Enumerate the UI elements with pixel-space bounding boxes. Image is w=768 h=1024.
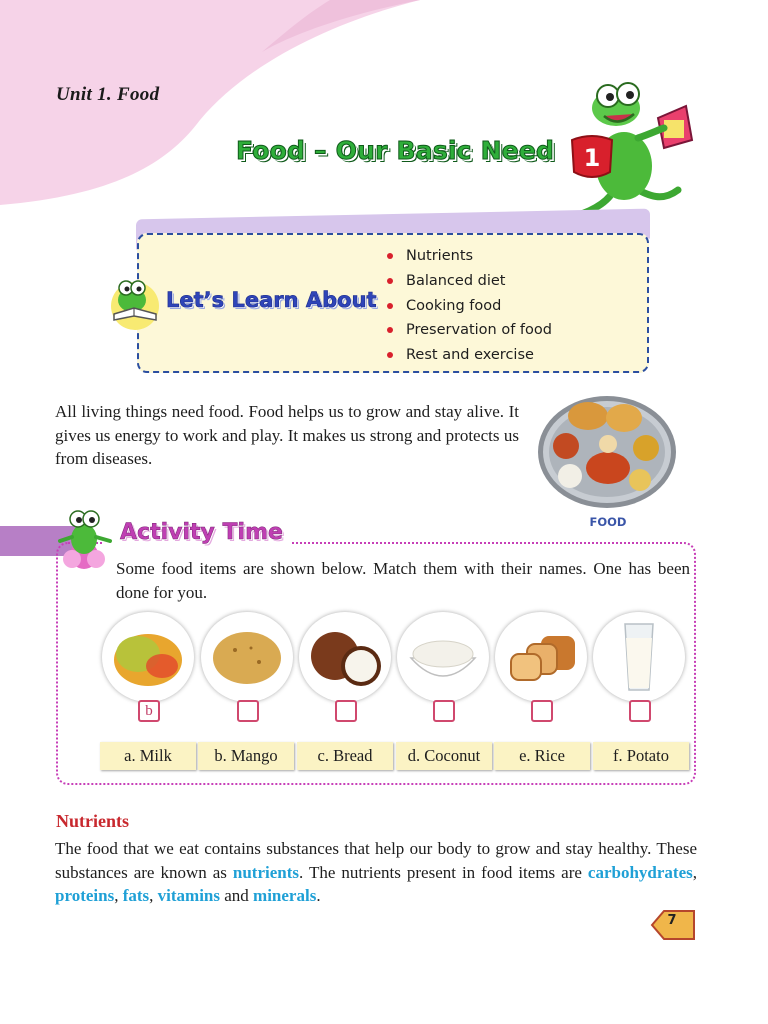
learn-about-title: Let’s Learn About xyxy=(166,288,377,312)
text-run: , xyxy=(149,886,158,905)
rice-icon xyxy=(403,618,483,696)
item-bread xyxy=(495,612,587,702)
answer-box-bread[interactable] xyxy=(531,700,553,722)
item-coconut xyxy=(299,612,391,702)
item-mango xyxy=(102,612,194,702)
text-run: , xyxy=(692,862,697,882)
keyword-nutrients: nutrients xyxy=(232,862,300,882)
intro-paragraph: All living things need food. Food helps us to grow and stay alive. It gives us energy to work and play. It makes us strong and protects us from diseases. xyxy=(55,402,519,468)
keyword-fats: fats xyxy=(122,886,150,905)
list-item: Nutrients xyxy=(386,244,552,269)
activity-instructions: Some food items are shown below. Match them with their names. One has been done for you. xyxy=(116,559,690,602)
page-number: 7 xyxy=(667,913,677,928)
keyword-proteins: proteins xyxy=(55,886,115,905)
coconut-icon xyxy=(305,618,385,696)
name-label-coconut: d. Coconut xyxy=(396,742,492,770)
name-label-potato: f. Potato xyxy=(593,742,689,770)
text-run: The food that we eat contains substances that help our body to grow and stay healthy. These substances are known as xyxy=(55,839,697,882)
list-item: Rest and exercise xyxy=(386,343,552,368)
nutrients-paragraph xyxy=(55,837,697,908)
list-item: Cooking food xyxy=(386,294,552,319)
milk-icon xyxy=(599,618,679,696)
answer-box-rice[interactable] xyxy=(433,700,455,722)
activity-title: Activity Time xyxy=(120,520,283,545)
text-run: . xyxy=(316,886,321,905)
item-rice xyxy=(397,612,489,702)
answer-box-coconut[interactable] xyxy=(335,700,357,722)
answer-box-potato[interactable] xyxy=(237,700,259,722)
keyword-minerals: minerals xyxy=(253,886,317,905)
chapter-number-badge xyxy=(566,132,618,184)
text-run: , xyxy=(114,886,123,905)
item-potato xyxy=(201,612,293,702)
text-run: . The nutrients present in food items are xyxy=(299,862,588,882)
list-item: Preservation of food xyxy=(386,318,552,343)
frog-on-flower-icon xyxy=(54,505,114,573)
learn-about-list xyxy=(386,244,552,368)
mango-icon xyxy=(108,618,188,696)
list-item: Balanced diet xyxy=(386,269,552,294)
answer-box-mango[interactable]: b xyxy=(138,700,160,722)
reading-frog-icon xyxy=(102,270,168,332)
chapter-title: Food – Our Basic Need xyxy=(236,136,555,165)
food-image-caption: FOOD xyxy=(589,515,627,529)
name-label-milk: a. Milk xyxy=(100,742,196,770)
item-milk xyxy=(593,612,685,702)
potato-icon xyxy=(207,618,287,696)
food-plate-image xyxy=(536,390,678,510)
keyword-vitamins: vitamins xyxy=(157,886,220,905)
unit-title: Unit 1. Food xyxy=(56,84,160,105)
nutrients-heading: Nutrients xyxy=(56,811,129,831)
chapter-number: 1 xyxy=(583,144,601,172)
text-run: and xyxy=(220,886,254,905)
answer-box-milk[interactable] xyxy=(629,700,651,722)
name-label-rice: e. Rice xyxy=(494,742,590,770)
keyword-carbohydrates: carbohydrates xyxy=(587,862,693,882)
name-label-mango: b. Mango xyxy=(198,742,294,770)
name-label-bread: c. Bread xyxy=(297,742,393,770)
bread-icon xyxy=(501,618,581,696)
